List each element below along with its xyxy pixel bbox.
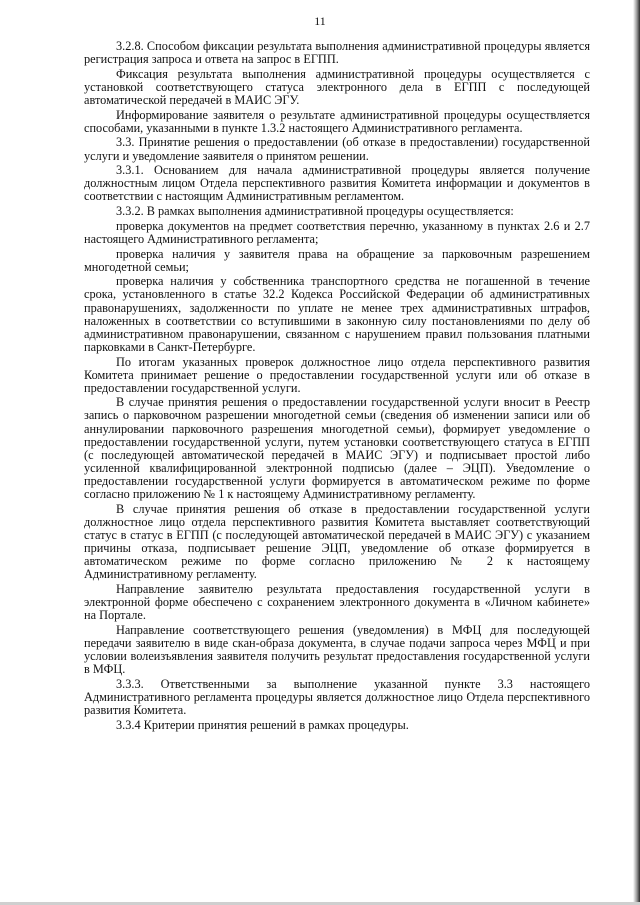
paragraph-3-3: 3.3. Принятие решения о предоставлении (об отказе в предоставлении) государственной услуги и уведомление заявителя о принятом решении. xyxy=(84,135,590,163)
paragraph-3-3-2: 3.3.2. В рамках выполнения административной процедуры осуществляется: xyxy=(116,204,514,219)
paragraph-3-3-1: 3.3.1. Основанием для начала административной процедуры является получение должностным лицом Отдела перспективного развития Комитета информации и документов в соответствии с настоящим Административным регламентом. xyxy=(84,163,590,204)
scan-edge-shadow xyxy=(633,0,640,905)
paragraph-refusal-case: В случае принятия решения об отказе в предоставлении государственной услуги должностное лицо отдела перспективного развития Комитета выставляет соответствующий статус в статус в ЕГПП (с последующей автоматической передачей в МАИС ЭГУ) с указанием причины отказа, подписывает решение ЭЦП, уведомление об отказе формируется в автоматическом режиме по форме согласно приложению № 2 к настоящему Административному регламенту. xyxy=(84,501,590,582)
paragraph-check-debts: проверка наличия у собственника транспортного средства не погашенной в течение срока, установленного в статье 32.2 Кодекса Российской Федерации об административных правонарушениях, задолженности по уплате не менее трех административных штрафов, наложенных в соответствии со вступившими в законную силу постановлениями по делу об административном правонарушении, связанном с нарушением правил пользования платными парковками в Санкт-Петербурге. xyxy=(84,274,590,354)
paragraph-check-right: проверка наличия у заявителя права на обращение за парковочным разрешением многодетной семьи; xyxy=(84,246,590,274)
paragraph-3-3-4: 3.3.4 Критерии принятия решений в рамках процедуры. xyxy=(116,717,409,732)
page-number: 11 xyxy=(314,14,326,28)
paragraph-mfc-delivery: Направление соответствующего решения (уведомления) в МФЦ для последующей передачи заявителю в виде скан-образа документа, в случае подачи запроса через МФЦ и при условии волеизъявления заявителя получить результат предоставления государственной услуги в МФЦ. xyxy=(84,622,590,677)
paragraph-informing: Информирование заявителя о результате административной процедуры осуществляется способами, указанными в пункте 1.3.2 настоящего Административного регламента. xyxy=(84,107,590,135)
paragraph-3-3-3: 3.3.3. Ответственными за выполнение указанной пункте 3.3 настоящего Административного регламента процедуры является должностное лицо Отдела перспективного развития Комитета. xyxy=(84,676,590,717)
paragraph-decision: По итогам указанных проверок должностное лицо отдела перспективного развития Комитета принимает решение о предоставлении государственной услуги или об отказе в предоставлении государственной услуги. xyxy=(84,354,590,395)
paragraph-electronic-result: Направление заявителю результата предоставления государственной услуги в электронной форме обеспечено с сохранением электронного документа в «Личном кабинете» на Портале. xyxy=(84,581,590,623)
paragraph-3-2-8: 3.2.8. Способом фиксации результата выполнения административной процедуры является регистрация запроса и ответа на запрос в ЕГПП. xyxy=(84,39,590,67)
document-body xyxy=(84,40,590,733)
paragraph-result-fixation: Фиксация результата выполнения административной процедуры осуществляется с установкой соответствующего статуса электронного дела в ЕГПП с последующей автоматической передачей в МАИС ЭГУ. xyxy=(84,66,590,107)
paragraph-approval-case: В случае принятия решения о предоставлении государственной услуги вносит в Реестр запись о парковочном разрешении многодетной семьи (сведения об изменении записи или об аннулировании парковочного разрешения многодетной семьи), формирует уведомление о предоставлении государственной услуги, путем установки соответствующего статуса в ЕГПП (с последующей автоматической передачей в МАИС ЭГУ) и подписывает простой либо усиленной квалифицированной электронной подписью (далее – ЭЦП). Уведомление о предоставлении государственной услуги формируется в автоматическом режиме по форме согласно приложению № 1 к настоящему Административному регламенту. xyxy=(84,395,590,502)
paragraph-check-documents: проверка документов на предмет соответствия перечню, указанному в пунктах 2.6 и 2.7 настоящего Административного регламента; xyxy=(84,218,590,246)
